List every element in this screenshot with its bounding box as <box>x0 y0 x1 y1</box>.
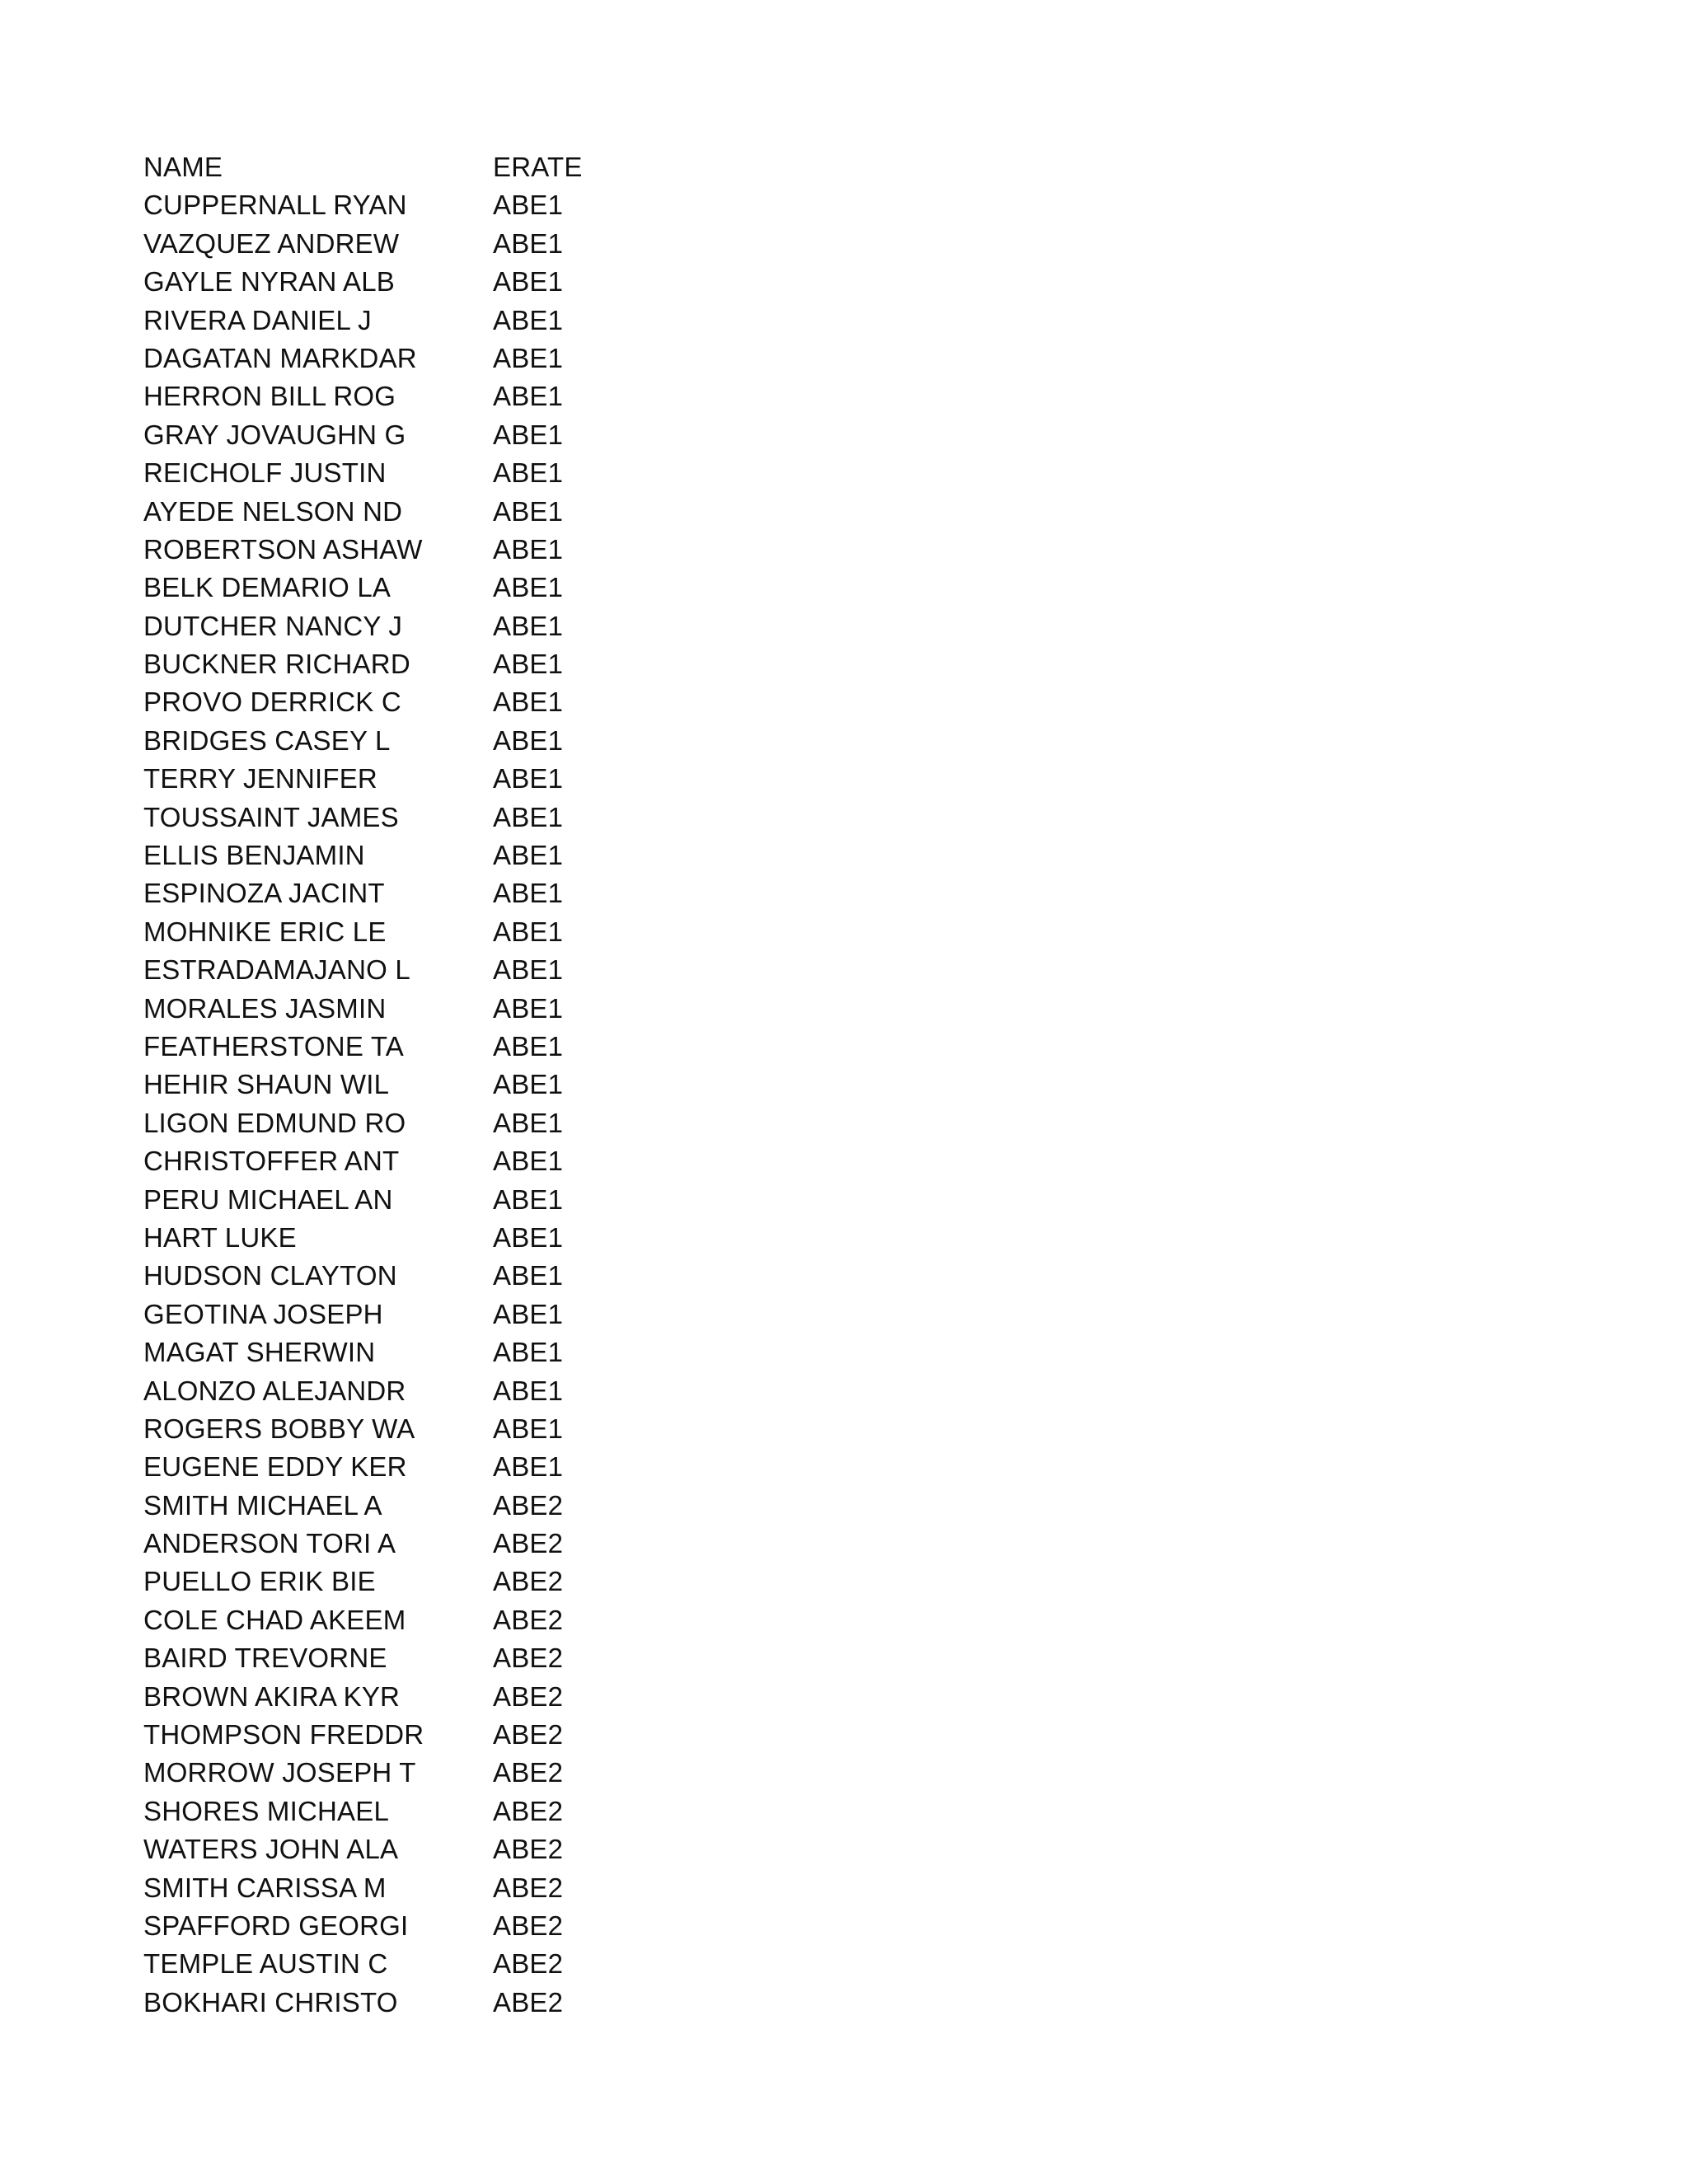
name-cell: BELK DEMARIO LA <box>143 572 392 603</box>
table-row <box>143 1104 720 1142</box>
table-row <box>143 1563 720 1601</box>
table-row <box>143 1907 720 1945</box>
erate-cell: ABE2 <box>493 1489 564 1521</box>
name-cell: ELLIS BENJAMIN <box>143 840 365 871</box>
table-row <box>143 1066 720 1104</box>
table-row <box>143 990 720 1028</box>
name-cell: TOUSSAINT JAMES <box>143 801 399 832</box>
erate-cell: ABE2 <box>493 1872 564 1903</box>
roster-table <box>143 148 720 2022</box>
erate-cell: ABE1 <box>493 763 564 794</box>
erate-cell: ABE1 <box>493 1260 564 1291</box>
name-cell: HART LUKE <box>143 1221 297 1253</box>
name-cell: MAGAT SHERWIN <box>143 1337 376 1368</box>
table-row <box>143 1716 720 1754</box>
name-cell: HERRON BILL ROG <box>143 381 396 412</box>
name-cell: EUGENE EDDY KER <box>143 1451 407 1483</box>
erate-cell: ABE1 <box>493 954 564 986</box>
erate-cell: ABE2 <box>493 1757 564 1788</box>
name-cell: SHORES MICHAEL <box>143 1795 390 1826</box>
erate-cell: ABE1 <box>493 1337 564 1368</box>
erate-cell: ABE1 <box>493 878 564 909</box>
name-cell: LIGON EDMUND RO <box>143 1107 406 1138</box>
table-row <box>143 1219 720 1257</box>
table-row <box>143 1142 720 1180</box>
table-row <box>143 1869 720 1907</box>
erate-cell: ABE1 <box>493 916 564 947</box>
table-row <box>143 874 720 912</box>
name-cell: AYEDE NELSON ND <box>143 495 403 527</box>
table-row <box>143 1945 720 1983</box>
erate-column-header: ERATE <box>493 152 583 182</box>
erate-cell: ABE1 <box>493 1030 564 1062</box>
table-row <box>143 1601 720 1639</box>
name-cell: CHRISTOFFER ANT <box>143 1146 400 1177</box>
erate-cell: ABE1 <box>493 419 564 450</box>
name-cell: DUTCHER NANCY J <box>143 610 403 641</box>
name-cell: MOHNIKE ERIC LE <box>143 916 387 947</box>
table-row <box>143 645 720 683</box>
name-cell: VAZQUEZ ANDREW <box>143 227 400 259</box>
table-row <box>143 1525 720 1563</box>
name-cell: ALONZO ALEJANDR <box>143 1375 406 1406</box>
name-cell: HUDSON CLAYTON <box>143 1260 397 1291</box>
erate-cell: ABE2 <box>493 1528 564 1559</box>
table-row <box>143 225 720 263</box>
name-cell: BROWN AKIRA KYR <box>143 1680 401 1712</box>
name-cell: BRIDGES CASEY L <box>143 724 391 756</box>
name-cell: COLE CHAD AKEEM <box>143 1604 406 1635</box>
name-cell: FEATHERSTONE TA <box>143 1030 404 1062</box>
erate-cell: ABE1 <box>493 1107 564 1138</box>
name-cell: ESTRADAMAJANO L <box>143 954 410 986</box>
table-row <box>143 1754 720 1792</box>
name-cell: TEMPLE AUSTIN C <box>143 1948 388 1980</box>
table-row <box>143 799 720 837</box>
table-row <box>143 186 720 224</box>
table-row <box>143 683 720 721</box>
erate-cell: ABE1 <box>493 572 564 603</box>
erate-cell: ABE1 <box>493 992 564 1024</box>
erate-cell: ABE2 <box>493 1910 564 1941</box>
erate-cell: ABE2 <box>493 1719 564 1750</box>
name-column-header: NAME <box>143 152 223 182</box>
table-body <box>143 186 720 2022</box>
name-cell: RIVERA DANIEL J <box>143 304 372 335</box>
table-row <box>143 1793 720 1830</box>
erate-cell: ABE1 <box>493 533 564 565</box>
name-cell: GAYLE NYRAN ALB <box>143 266 396 298</box>
erate-cell: ABE2 <box>493 1986 564 2018</box>
name-cell: ROGERS BOBBY WA <box>143 1413 415 1444</box>
table-row <box>143 1448 720 1486</box>
erate-cell: ABE2 <box>493 1680 564 1712</box>
name-cell: THOMPSON FREDDR <box>143 1719 424 1750</box>
erate-cell: ABE1 <box>493 1069 564 1100</box>
erate-cell: ABE1 <box>493 610 564 641</box>
table-row <box>143 377 720 415</box>
erate-cell: ABE1 <box>493 342 564 373</box>
name-cell: SPAFFORD GEORGI <box>143 1910 409 1941</box>
name-cell: MORROW JOSEPH T <box>143 1757 416 1788</box>
name-cell: PUELLO ERIK BIE <box>143 1566 376 1597</box>
name-cell: SMITH MICHAEL A <box>143 1489 382 1521</box>
table-row <box>143 837 720 874</box>
erate-cell: ABE1 <box>493 840 564 871</box>
erate-cell: ABE1 <box>493 266 564 298</box>
table-row <box>143 493 720 531</box>
erate-cell: ABE1 <box>493 304 564 335</box>
table-row <box>143 1984 720 2022</box>
erate-cell: ABE1 <box>493 227 564 259</box>
name-cell: ESPINOZA JACINT <box>143 878 385 909</box>
name-cell: BOKHARI CHRISTO <box>143 1986 398 2018</box>
name-cell: GRAY JOVAUGHN G <box>143 419 406 450</box>
table-row <box>143 1372 720 1410</box>
table-row <box>143 1257 720 1295</box>
table-row <box>143 1678 720 1716</box>
erate-cell: ABE1 <box>493 1375 564 1406</box>
erate-cell: ABE1 <box>493 649 564 680</box>
name-cell: MORALES JASMIN <box>143 992 387 1024</box>
table-row <box>143 263 720 301</box>
table-row <box>143 1333 720 1371</box>
table-row <box>143 951 720 989</box>
table-row <box>143 1487 720 1525</box>
table-row <box>143 760 720 798</box>
name-cell: PROVO DERRICK C <box>143 687 401 718</box>
erate-cell: ABE1 <box>493 381 564 412</box>
table-row <box>143 454 720 492</box>
erate-cell: ABE1 <box>493 457 564 489</box>
erate-cell: ABE1 <box>493 1451 564 1483</box>
table-row <box>143 1410 720 1448</box>
table-row <box>143 1181 720 1219</box>
name-cell: BAIRD TREVORNE <box>143 1643 387 1674</box>
name-cell: HEHIR SHAUN WIL <box>143 1069 390 1100</box>
erate-cell: ABE1 <box>493 1183 564 1215</box>
name-cell: ROBERTSON ASHAW <box>143 533 423 565</box>
name-cell: WATERS JOHN ALA <box>143 1834 399 1865</box>
table-row <box>143 1028 720 1066</box>
erate-cell: ABE2 <box>493 1566 564 1597</box>
name-cell: CUPPERNALL RYAN <box>143 190 407 221</box>
table-row <box>143 302 720 340</box>
name-cell: TERRY JENNIFER <box>143 763 377 794</box>
erate-cell: ABE1 <box>493 1413 564 1444</box>
table-row <box>143 1639 720 1677</box>
table-row <box>143 607 720 645</box>
name-cell: SMITH CARISSA M <box>143 1872 387 1903</box>
table-row <box>143 569 720 607</box>
erate-cell: ABE1 <box>493 687 564 718</box>
table-row <box>143 531 720 569</box>
erate-cell: ABE1 <box>493 190 564 221</box>
erate-cell: ABE1 <box>493 1221 564 1253</box>
name-cell: ANDERSON TORI A <box>143 1528 396 1559</box>
table-header <box>143 148 720 186</box>
table-row <box>143 913 720 951</box>
erate-cell: ABE1 <box>493 801 564 832</box>
erate-cell: ABE2 <box>493 1604 564 1635</box>
name-cell: DAGATAN MARKDAR <box>143 342 417 373</box>
name-cell: PERU MICHAEL AN <box>143 1183 393 1215</box>
erate-cell: ABE2 <box>493 1643 564 1674</box>
name-cell: REICHOLF JUSTIN <box>143 457 387 489</box>
table-row <box>143 340 720 377</box>
erate-cell: ABE1 <box>493 724 564 756</box>
name-cell: GEOTINA JOSEPH <box>143 1298 383 1329</box>
table-row <box>143 722 720 760</box>
name-cell: BUCKNER RICHARD <box>143 649 410 680</box>
erate-cell: ABE2 <box>493 1834 564 1865</box>
erate-cell: ABE2 <box>493 1795 564 1826</box>
erate-cell: ABE1 <box>493 495 564 527</box>
table-row <box>143 1296 720 1333</box>
erate-cell: ABE1 <box>493 1298 564 1329</box>
erate-cell: ABE1 <box>493 1146 564 1177</box>
erate-cell: ABE2 <box>493 1948 564 1980</box>
table-row <box>143 416 720 454</box>
table-row <box>143 1830 720 1868</box>
